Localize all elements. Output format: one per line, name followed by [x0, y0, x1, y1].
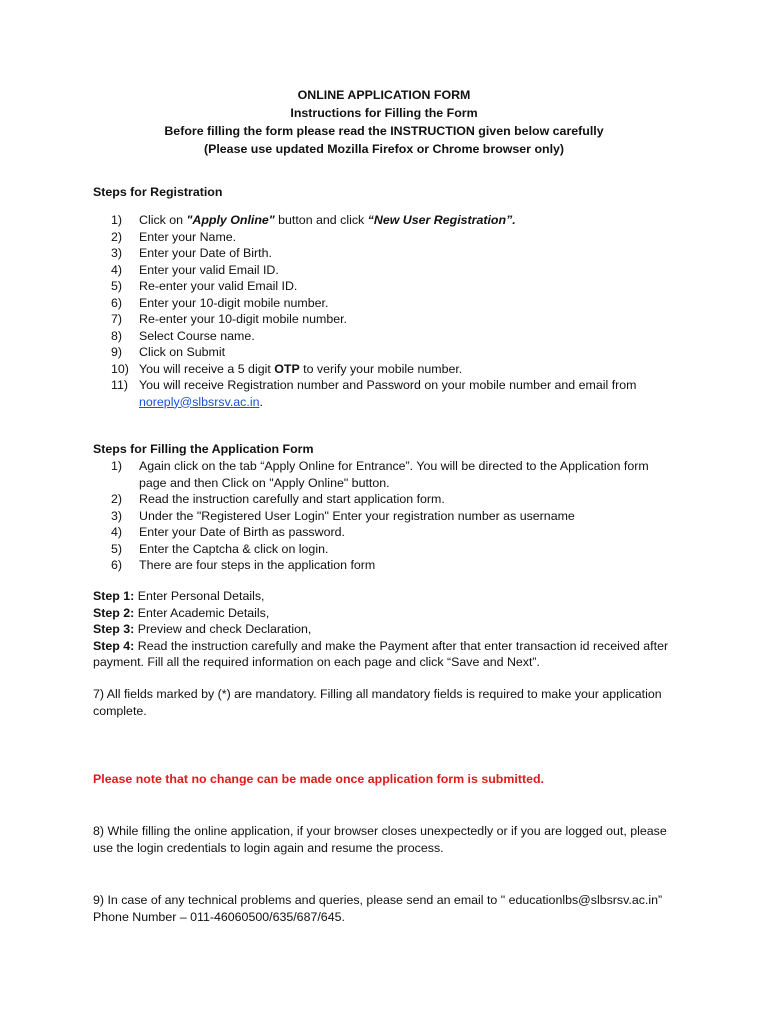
registration-steps [111, 212, 671, 410]
step-line: Step 4: Read the instruction carefully and make the Payment after that enter transaction id received after payment. Fill all the required information on each page and click “Save and Next”. [93, 638, 669, 669]
list-item: 2) Read the instruction carefully and start application form. [111, 492, 445, 506]
application-heading: Steps for Filling the Application Form [93, 442, 314, 456]
step-line: Step 2: Enter Academic Details, [93, 605, 270, 620]
list-item: 3) Enter your Date of Birth. [111, 246, 272, 260]
step-line: Step 1: Enter Personal Details, [93, 589, 265, 603]
contact-note: 9) In case of any technical problems and queries, please send an email to " educationlbs@slbsrsv.ac.in” Phone Number – 011-46060500/635/687/645. [93, 893, 663, 924]
noreply-email-link[interactable]: noreply@slbsrsv.ac.in [139, 394, 260, 409]
list-item: 6) Enter your 10-digit mobile number. [111, 295, 329, 310]
registration-heading: Steps for Registration [93, 185, 223, 199]
list-item: 8) Select Course name. [111, 328, 255, 343]
step-line: Step 3: Preview and check Declaration, [93, 622, 312, 636]
list-item: 5) Enter the Captcha & click on login. [111, 541, 329, 556]
form-title: ONLINE APPLICATION FORM [297, 88, 471, 102]
browser-close-note: 8) While filling the online application, if your browser closes unexpectedly or if you are logged out, please use the login credentials to login again and resume the process. [93, 824, 667, 855]
list-item: 2) Enter your Name. [111, 229, 237, 244]
mandatory-fields-note: 7) All fields marked by (*) are mandatory. Filling all mandatory fields is required to make your application complete. [93, 687, 662, 718]
list-item: 9) Click on Submit [111, 345, 226, 359]
list-item: 7) Re-enter your 10-digit mobile number. [111, 312, 347, 326]
form-subtitle: Instructions for Filling the Form [290, 106, 478, 120]
four-steps-block [93, 588, 673, 671]
document-header [0, 86, 768, 158]
list-item: 4) Enter your valid Email ID. [111, 262, 279, 277]
list-item: 10) You will receive a 5 digit OTP to verify your mobile number. [111, 361, 463, 376]
submission-warning: Please note that no change can be made once application form is submitted. [93, 772, 544, 786]
browser-notice: (Please use updated Mozilla Firefox or Chrome browser only) [203, 142, 565, 156]
application-steps [111, 458, 671, 574]
list-item: 1) Again click on the tab “Apply Online for Entrance”. You will be directed to the Application form page and then Click on "Apply Online" button. [111, 459, 649, 490]
list-item: 3) Under the "Registered User Login" Enter your registration number as username [111, 508, 575, 523]
list-item: 5) Re-enter your valid Email ID. [111, 279, 298, 293]
list-item: 6) There are four steps in the application form [111, 558, 376, 572]
list-item: 4) Enter your Date of Birth as password. [111, 525, 345, 539]
list-item: 11) You will receive Registration number and Password on your mobile number and email from noreply@slbsrsv.ac.in. [111, 378, 637, 409]
instruction-notice: Before filling the form please read the INSTRUCTION given below carefully [164, 124, 604, 138]
list-item: 1) Click on "Apply Online" button and click “New User Registration”. [111, 213, 516, 227]
